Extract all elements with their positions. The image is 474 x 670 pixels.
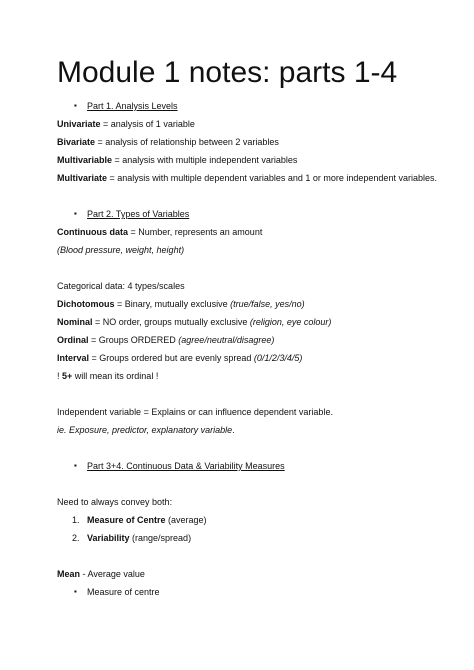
list-item-centre: Measure of Centre (average) bbox=[87, 515, 207, 525]
part3-heading: Part 3+4. Continuous Data & Variability Measures bbox=[87, 461, 285, 471]
nominal-line: Nominal = NO order, groups mutually exclusive (religion, eye colour) bbox=[57, 317, 332, 327]
list-number: 2. bbox=[72, 533, 80, 543]
categorical-intro: Categorical data: 4 types/scales bbox=[57, 281, 185, 291]
bivariate-line: Bivariate = analysis of relationship between 2 variables bbox=[57, 137, 279, 147]
convey-intro: Need to always convey both: bbox=[57, 497, 173, 507]
continuous-line: Continuous data = Number, represents an amount bbox=[57, 227, 263, 237]
dichotomous-line: Dichotomous = Binary, mutually exclusive (true/false, yes/no) bbox=[57, 299, 305, 309]
continuous-examples: (Blood pressure, weight, height) bbox=[57, 245, 185, 255]
bullet-icon: ▪ bbox=[74, 209, 77, 218]
list-number: 1. bbox=[72, 515, 80, 525]
ordinal-line: Ordinal = Groups ORDERED (agree/neutral/disagree) bbox=[57, 335, 275, 345]
multivariable-line: Multivariable = analysis with multiple independent variables bbox=[57, 155, 298, 165]
part2-heading: Part 2. Types of Variables bbox=[87, 209, 190, 219]
mean-sub-item: Measure of centre bbox=[87, 587, 160, 597]
bullet-icon: ▪ bbox=[74, 587, 77, 596]
ordinal-note: ! 5+ will mean its ordinal ! bbox=[57, 371, 159, 381]
bullet-icon: ▪ bbox=[74, 461, 77, 470]
list-item-variability: Variability (range/spread) bbox=[87, 533, 192, 543]
independent-variable-def: Independent variable = Explains or can influence dependent variable. bbox=[57, 407, 333, 417]
multivariate-line: Multivariate = analysis with multiple dependent variables and 1 or more independent variables. bbox=[57, 173, 437, 183]
part1-heading: Part 1. Analysis Levels bbox=[87, 101, 178, 111]
page-title: Module 1 notes: parts 1-4 bbox=[57, 56, 398, 89]
bullet-icon: ▪ bbox=[74, 101, 77, 110]
independent-variable-examples: ie. Exposure, predictor, explanatory variable. bbox=[57, 425, 235, 435]
interval-line: Interval = Groups ordered but are evenly spread (0/1/2/3/4/5) bbox=[57, 353, 303, 363]
univariate-line: Univariate = analysis of 1 variable bbox=[57, 119, 195, 129]
mean-line: Mean - Average value bbox=[57, 569, 145, 579]
